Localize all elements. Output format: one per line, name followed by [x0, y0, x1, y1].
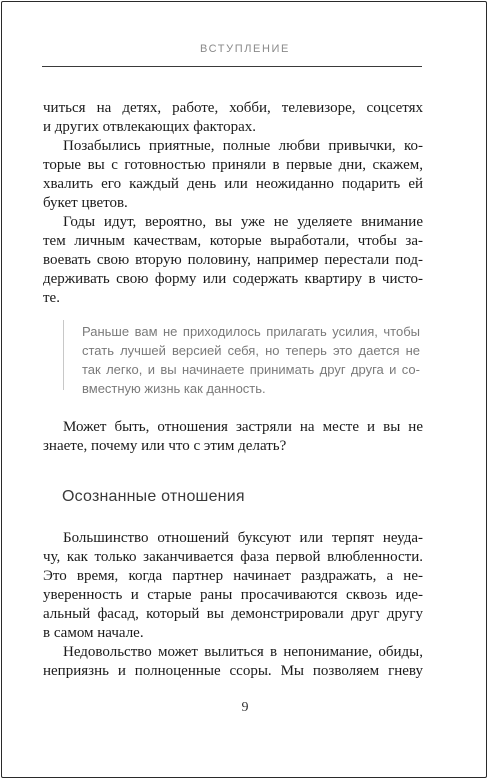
pull-quote: [82, 322, 420, 398]
paragraph: [43, 99, 423, 137]
text-line: Большинство отношений буксуют или терпят неуда-: [63, 530, 423, 546]
header-rule: [42, 66, 422, 67]
page-number: 9: [241, 700, 249, 715]
body-text-block-3: [43, 529, 423, 681]
text-line: Позабылись приятные, полные любви привычки, ко-: [63, 138, 423, 154]
text-line: Годы идут, вероятно, вы уже не уделяете внимание: [63, 214, 423, 230]
paragraph: [43, 643, 423, 681]
text-line: держивать свою форму или содержать квартиру в чисто-: [43, 271, 423, 287]
text-line: торые вы с готовностью приняли в первые дни, скажем,: [43, 157, 423, 173]
text-line: знаете, почему или что с этим делать?: [43, 438, 287, 454]
paragraph: [43, 213, 423, 308]
text-line: альный фасад, который вы демонстрировали друг другу: [43, 606, 423, 622]
text-line: чу, как только заканчивается фаза первой влюбленности.: [43, 549, 423, 565]
quote-line: Раньше вам не приходилось прилагать усилия, чтобы: [82, 324, 420, 339]
text-line: Может быть, отношения застряли на месте и вы не: [63, 419, 423, 435]
text-line: воевать свою вторую половину, например перестали под-: [43, 252, 423, 268]
paragraph: [43, 418, 423, 456]
paragraph: [43, 529, 423, 643]
paragraph: [43, 137, 423, 213]
text-line: Недовольство может вылиться в непонимание, обиды,: [63, 644, 423, 660]
quote-line: вместную жизнь как данность.: [82, 381, 266, 396]
body-text-block-1: [43, 99, 423, 308]
body-text-block-2: [43, 418, 423, 456]
text-line: читься на детях, работе, хобби, телевизоре, соцсетях: [43, 100, 423, 116]
running-head: ВСТУПЛЕНИЕ: [200, 43, 290, 55]
text-line: в самом начале.: [43, 625, 144, 641]
text-line: уверенность и старые раны просачиваются сквозь иде-: [43, 587, 423, 603]
text-line: те.: [43, 290, 60, 306]
text-line: Это время, когда партнер начинает раздражать, а не-: [43, 568, 423, 584]
text-line: хвалить его каждый день или неожиданно подарить ей: [43, 176, 423, 192]
quote-bar: [63, 320, 64, 390]
section-heading: Осознанные отношения: [62, 488, 245, 505]
quote-line: стать лучшей версией себя, но теперь это дается не: [82, 343, 420, 358]
text-line: неприязнь и полноценные ссоры. Мы позволяем гневу: [43, 663, 423, 679]
text-line: и других отвлекающих факторах.: [43, 119, 257, 135]
text-line: букет цветов.: [43, 195, 128, 211]
text-line: тем личным качествам, которые выработали, чтобы за-: [43, 233, 423, 249]
quote-line: так легко, и вы начинаете принимать друг друга и со-: [82, 362, 420, 377]
